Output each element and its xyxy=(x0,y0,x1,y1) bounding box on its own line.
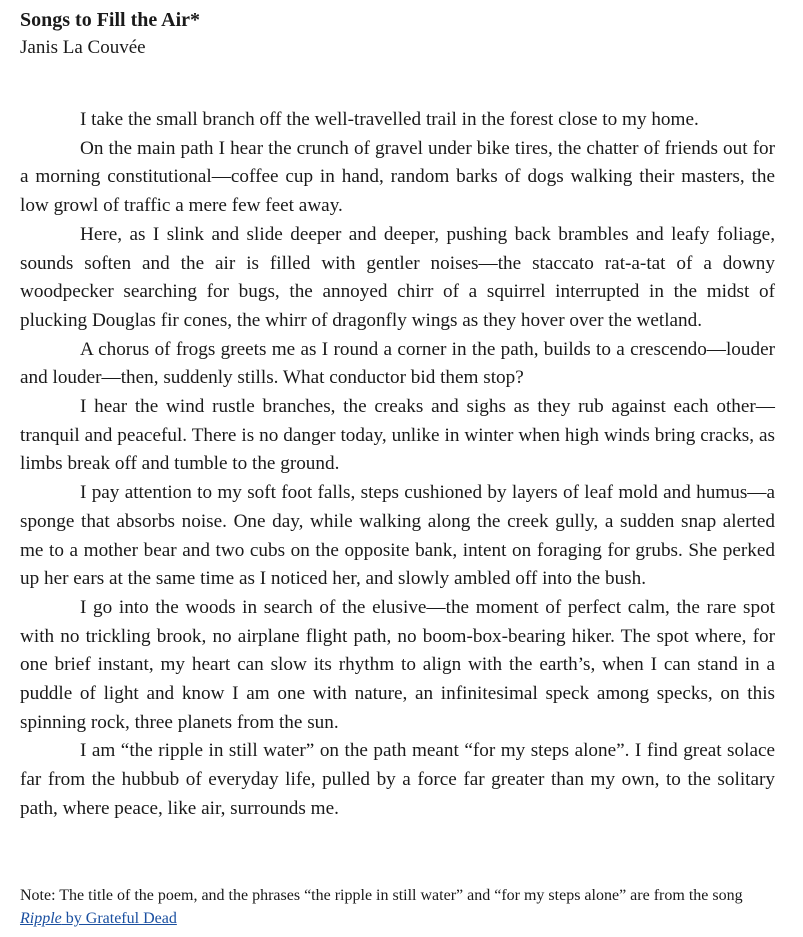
paragraph: I go into the woods in search of the elusive—the moment of perfect calm, the rare spot with no trickling brook, no airplane flight path, no boom-box-bearing hiker. The spot where, for one brief instant, my heart can slow its rhythm to align with the earth’s, when I can stand in a puddle of light and know I am one with nature, an infinitesimal speck among specks, on this spinning rock, three planets from the sun. xyxy=(20,596,775,733)
paragraph: I hear the wind rustle branches, the creaks and sighs as they rub against each other—tranquil and peaceful. There is no danger today, unlike in winter when high winds bring cracks, as limbs break off and tumble to the ground. xyxy=(20,396,775,475)
document-title: Songs to Fill the Air* xyxy=(20,9,201,31)
ripple-song-link[interactable] xyxy=(20,910,177,927)
paragraph: On the main path I hear the crunch of gravel under bike tires, the chatter of friends out for a morning constitutional—coffee cup in hand, random barks of dogs walking their masters, the low growl of traffic a mere few feet away. xyxy=(20,137,775,217)
document-body xyxy=(20,106,775,824)
footnote-text: Note: The title of the poem, and the phrases “the ripple in still water” and “for my steps alone” are from the song xyxy=(20,887,743,904)
paragraph: A chorus of frogs greets me as I round a corner in the path, builds to a crescendo—louder and louder—then, suddenly stills. What conductor bid them stop? xyxy=(20,338,775,389)
paragraph: I pay attention to my soft foot falls, steps cushioned by layers of leaf mold and humus—a sponge that absorbs noise. One day, while walking along the creek gully, a sudden snap alerted me to a mother bear and two cubs on the opposite bank, intent on foraging for grubs. She perked up her ears at the same time as I noticed her, and slowly ambled off into the bush. xyxy=(20,482,775,590)
paragraph: I am “the ripple in still water” on the path meant “for my steps alone”. I find great solace far from the hubbub of everyday life, pulled by a force far greater than my own, to the solitary path, where peace, like air, surrounds me. xyxy=(20,740,775,819)
document-author: Janis La Couvée xyxy=(20,37,146,58)
link-title: Ripple xyxy=(20,910,62,927)
paragraph: I take the small branch off the well-travelled trail in the forest close to my home. xyxy=(80,109,699,130)
paragraph: Here, as I slink and slide deeper and deeper, pushing back brambles and leafy foliage, sounds soften and the air is filled with gentler noises—the staccato rat-a-tat of a downy woodpecker searching for bugs, the annoyed chirr of a squirrel interrupted in the midst of plucking Douglas fir cones, the whirr of dragonfly wings as they hover over the wetland. xyxy=(20,223,775,331)
footnote xyxy=(20,884,775,930)
link-rest: by Grateful Dead xyxy=(61,910,177,927)
